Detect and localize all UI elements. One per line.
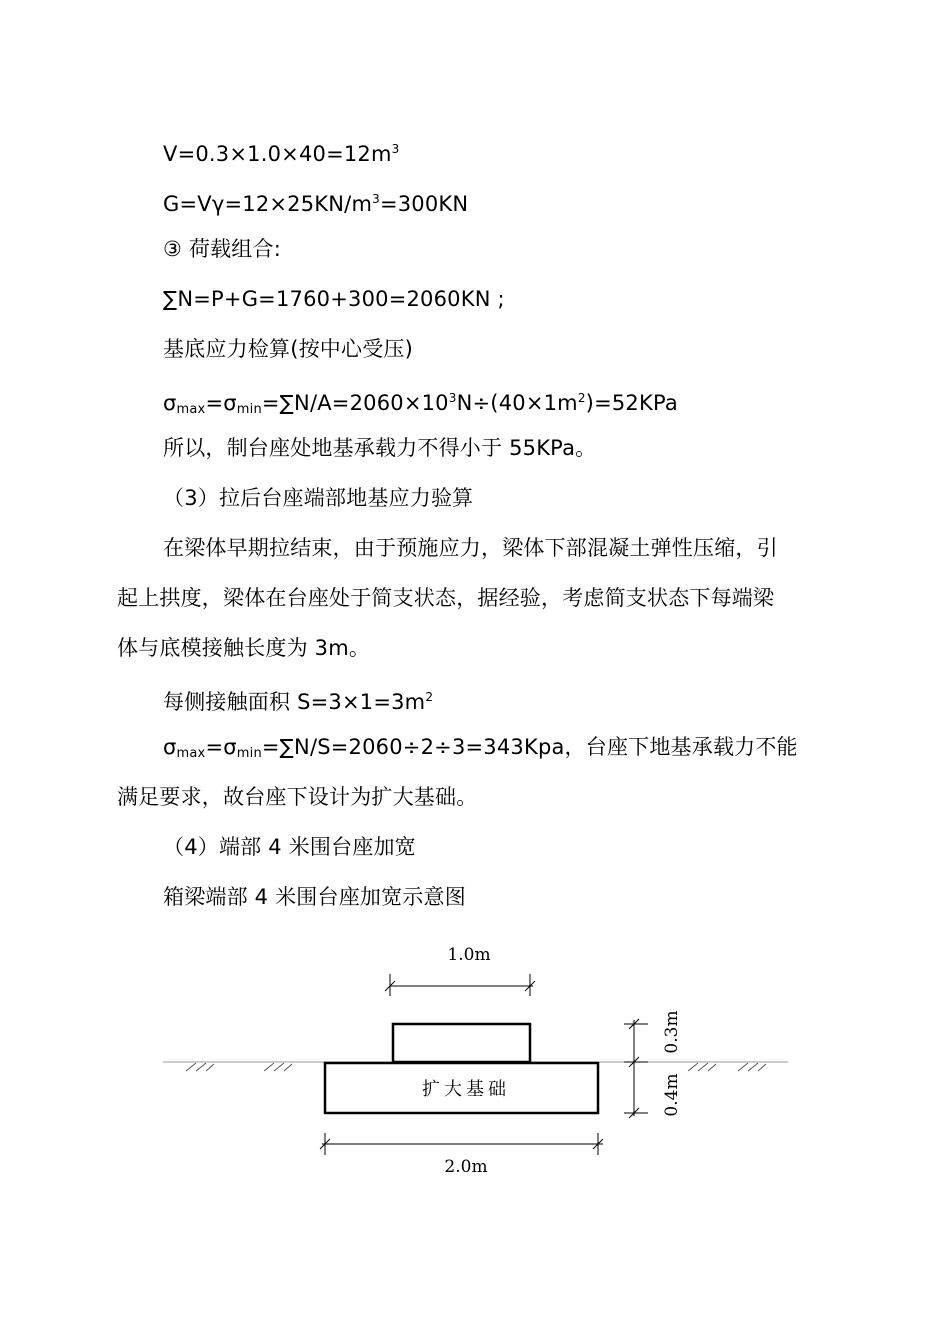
formula-stress-end: $\sigma_{max}=\sigma_{min}=\sum N/S=2060\div 2\div 3=343Kpa$，台座下地基承载力不能	[163, 735, 798, 761]
paragraph-line-2: 起上拱度，梁体在台座处于简支状态，据经验，考虑简支状态下每端梁	[117, 586, 775, 610]
dim-bottom-width	[320, 1133, 603, 1155]
formula-stress-center: $\sigma_{max}=\sigma_{min}=\sum N/A=2060\times 10^3N\div(40\times 1m^2)=52KPa$	[163, 391, 678, 417]
foundation-label: 扩大基础	[422, 1079, 510, 1100]
ground-hatch-right-1	[688, 1063, 716, 1071]
dim-top-height-label: 0.3m	[662, 1010, 682, 1054]
ground-hatch-right-2	[738, 1063, 766, 1071]
top-block	[393, 1024, 530, 1062]
dim-top-width-label: 1.0m	[447, 945, 491, 965]
heading-section-3: （3）拉后台座端部地基应力验算	[163, 486, 474, 510]
ground-hatch-left-2	[264, 1063, 292, 1071]
formula-volume: $V=0.3\times 1.0\times 40=12m^3$	[163, 142, 400, 166]
formula-sum-n: ∑N=P+G=1760+300=2060KN ;	[163, 287, 505, 311]
dim-top-width	[385, 974, 535, 996]
ground-hatch-left-1	[186, 1063, 214, 1071]
paragraph-line-4: 满足要求，故台座下设计为扩大基础。	[117, 785, 478, 809]
conclusion-bearing: 所以，制台座处地基承载力不得小于 55KPa。	[163, 436, 597, 460]
paragraph-line-3: 体与底模接触长度为 3m。	[117, 636, 371, 660]
heading-section-4: （4）端部 4 米围台座加宽	[163, 835, 416, 859]
diagram-caption: 箱梁端部 4 米围台座加宽示意图	[163, 885, 466, 909]
formula-weight: $G=V\gamma=12\times 25KN/m^3=300KN$	[163, 192, 469, 216]
heading-base-stress: 基底应力检算(按中心受压)	[163, 337, 413, 361]
foundation-diagram	[0, 930, 950, 1230]
dim-height	[624, 1019, 648, 1118]
paragraph-line-1: 在梁体早期拉结束，由于预施应力，梁体下部混凝土弹性压缩，引	[163, 536, 778, 560]
section-load-combination: ③ 荷载组合:	[163, 237, 281, 261]
formula-contact-area: 每侧接触面积 $S=3\times 1=3m^2$	[163, 690, 434, 714]
dim-bottom-height-label: 0.4m	[662, 1073, 682, 1117]
dim-bottom-width-label: 2.0m	[444, 1157, 488, 1177]
